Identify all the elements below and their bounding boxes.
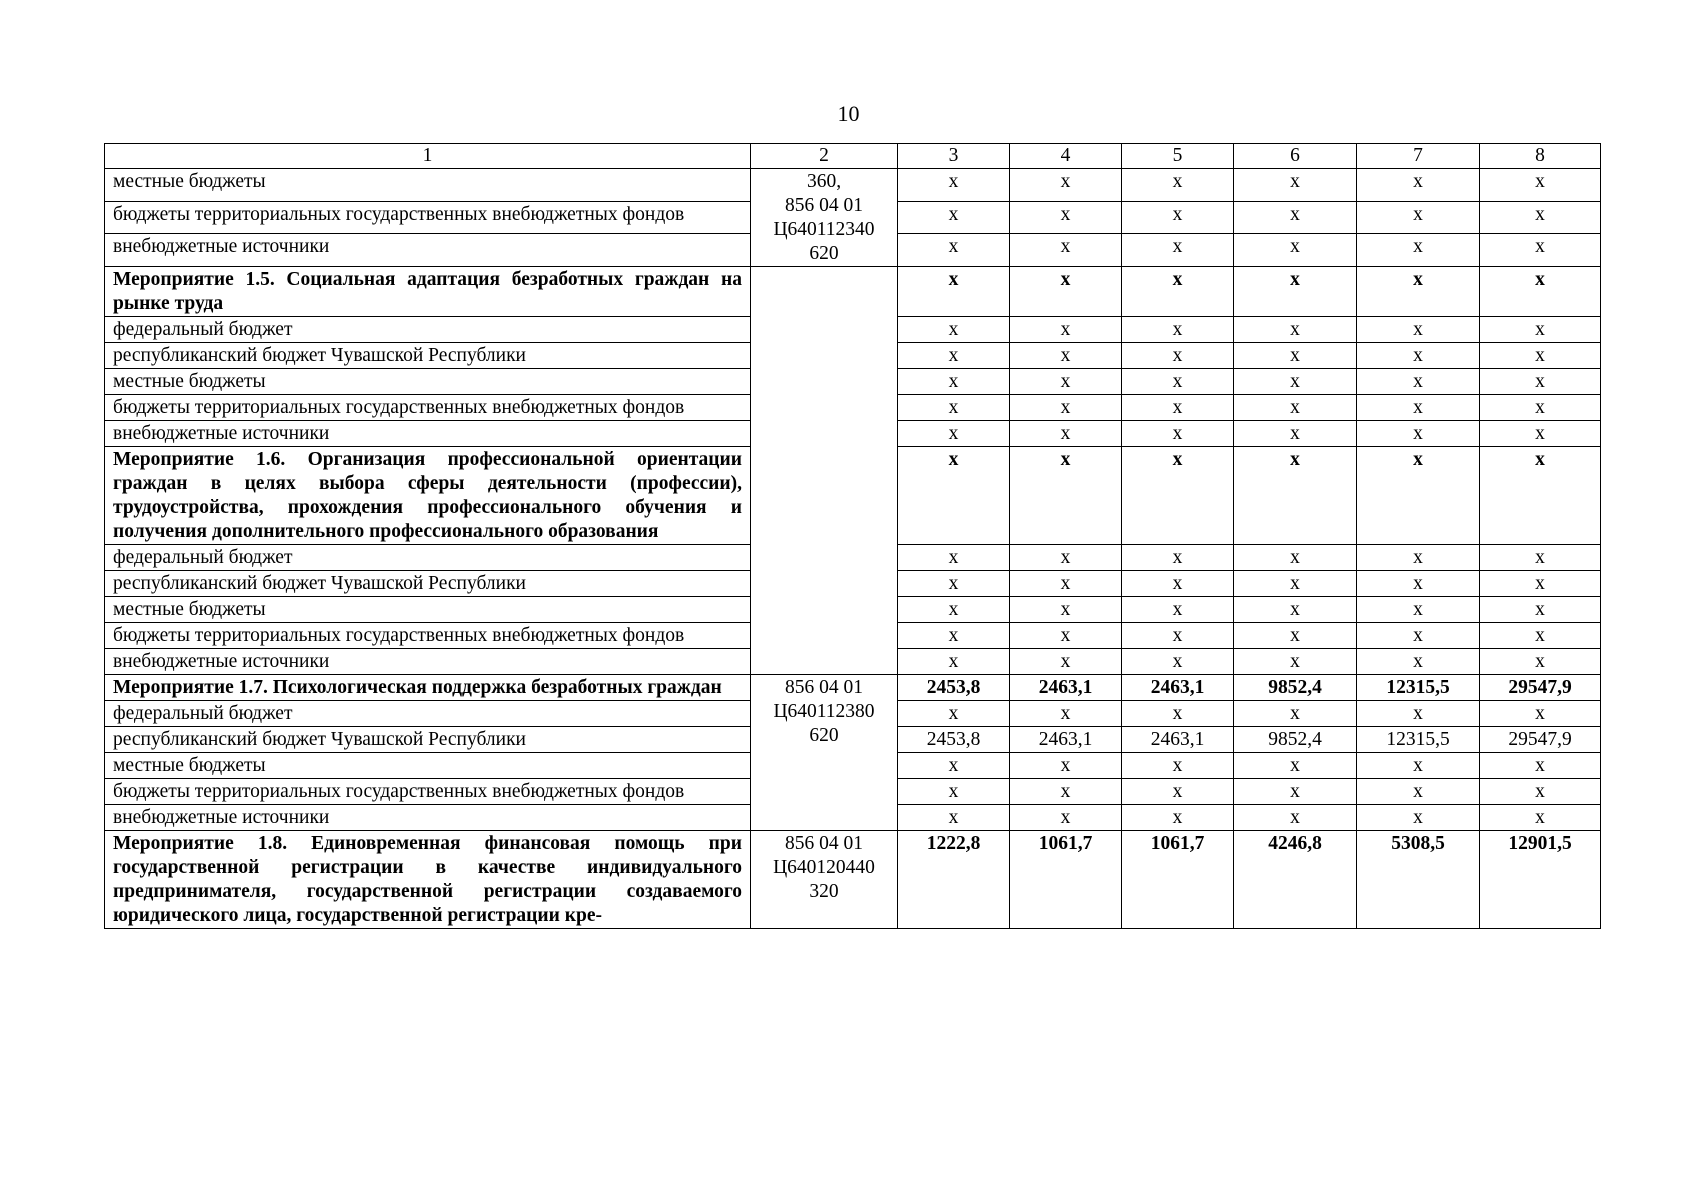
funding-source-label: федеральный бюджет bbox=[105, 317, 751, 343]
column-number: 5 bbox=[1122, 144, 1234, 169]
funding-source-label: местные бюджеты bbox=[105, 597, 751, 623]
value-cell: x bbox=[898, 317, 1010, 343]
value-cell: x bbox=[1480, 623, 1601, 649]
activity-title: Мероприятие 1.7. Психологическая поддержка безработных граждан bbox=[105, 675, 751, 701]
value-cell: x bbox=[898, 169, 1010, 202]
value-cell: x bbox=[1122, 597, 1234, 623]
value-cell: x bbox=[1234, 597, 1357, 623]
value-cell: x bbox=[1010, 395, 1122, 421]
value-cell: x bbox=[1357, 267, 1480, 317]
value-cell: x bbox=[1234, 234, 1357, 267]
value-cell: x bbox=[1357, 234, 1480, 267]
funding-source-label: федеральный бюджет bbox=[105, 545, 751, 571]
value-cell: x bbox=[1357, 369, 1480, 395]
value-cell: x bbox=[1357, 753, 1480, 779]
funding-source-label: местные бюджеты bbox=[105, 369, 751, 395]
value-cell: x bbox=[1357, 421, 1480, 447]
value-cell: x bbox=[1357, 649, 1480, 675]
column-number: 4 bbox=[1010, 144, 1122, 169]
funding-source-label: бюджеты территориальных государственных внебюджетных фондов bbox=[105, 395, 751, 421]
value-cell: x bbox=[898, 369, 1010, 395]
value-cell: x bbox=[1010, 343, 1122, 369]
value-cell: x bbox=[1480, 267, 1601, 317]
activity-title: Мероприятие 1.8. Единовременная финансовая помощь при государственной регистрации в качестве индивидуального предпринимателя, государственной регистрации создаваемого юридического лица, государственной регистрации кре- bbox=[105, 831, 751, 929]
funding-source-label: бюджеты территориальных государственных внебюджетных фондов bbox=[105, 201, 751, 234]
value-cell: x bbox=[1122, 571, 1234, 597]
value-cell: x bbox=[1010, 447, 1122, 545]
table-row bbox=[105, 169, 1601, 202]
funding-source-label: внебюджетные источники bbox=[105, 649, 751, 675]
value-cell: x bbox=[1010, 267, 1122, 317]
value-cell: x bbox=[1234, 369, 1357, 395]
value-cell: x bbox=[1122, 395, 1234, 421]
value-cell: x bbox=[1122, 169, 1234, 202]
value-cell: x bbox=[1480, 701, 1601, 727]
value-cell: x bbox=[1480, 805, 1601, 831]
value-cell: 9852,4 bbox=[1234, 675, 1357, 701]
value-cell: 12315,5 bbox=[1357, 727, 1480, 753]
value-cell: x bbox=[1357, 395, 1480, 421]
value-cell: x bbox=[898, 447, 1010, 545]
value-cell: x bbox=[1480, 169, 1601, 202]
value-cell: x bbox=[1357, 201, 1480, 234]
value-cell: x bbox=[1234, 421, 1357, 447]
value-cell: x bbox=[1010, 421, 1122, 447]
value-cell: 1222,8 bbox=[898, 831, 1010, 929]
value-cell: 2463,1 bbox=[1122, 727, 1234, 753]
budget-code-cell: 856 04 01 Ц640112380 620 bbox=[751, 675, 898, 831]
value-cell: x bbox=[1357, 701, 1480, 727]
budget-table bbox=[104, 143, 1601, 929]
value-cell: x bbox=[1480, 753, 1601, 779]
value-cell: x bbox=[1010, 201, 1122, 234]
column-number-row bbox=[105, 144, 1601, 169]
value-cell: x bbox=[1480, 545, 1601, 571]
value-cell: 12901,5 bbox=[1480, 831, 1601, 929]
value-cell: x bbox=[1357, 169, 1480, 202]
column-number: 6 bbox=[1234, 144, 1357, 169]
value-cell: x bbox=[1122, 447, 1234, 545]
value-cell: x bbox=[1122, 753, 1234, 779]
funding-source-label: федеральный бюджет bbox=[105, 701, 751, 727]
value-cell: x bbox=[1480, 447, 1601, 545]
column-number: 1 bbox=[105, 144, 751, 169]
value-cell: 2463,1 bbox=[1122, 675, 1234, 701]
value-cell: 29547,9 bbox=[1480, 675, 1601, 701]
value-cell: x bbox=[1122, 805, 1234, 831]
value-cell: x bbox=[898, 343, 1010, 369]
budget-code-cell: 360, 856 04 01 Ц640112340 620 bbox=[751, 169, 898, 267]
activity-title: Мероприятие 1.5. Социальная адаптация безработных граждан на рынке труда bbox=[105, 267, 751, 317]
value-cell: x bbox=[1480, 234, 1601, 267]
value-cell: 1061,7 bbox=[1010, 831, 1122, 929]
value-cell: x bbox=[1122, 779, 1234, 805]
value-cell: x bbox=[898, 753, 1010, 779]
value-cell: x bbox=[1480, 421, 1601, 447]
value-cell: x bbox=[898, 421, 1010, 447]
value-cell: 9852,4 bbox=[1234, 727, 1357, 753]
activity-title: Мероприятие 1.6. Организация профессиональной ориентации граждан в целях выбора сферы деятельности (профессии), трудоустройства, прохождения профессионального обучения и получения дополнительного профессионального образования bbox=[105, 447, 751, 545]
value-cell: x bbox=[1010, 545, 1122, 571]
column-number: 8 bbox=[1480, 144, 1601, 169]
funding-source-label: бюджеты территориальных государственных внебюджетных фондов bbox=[105, 779, 751, 805]
funding-source-label: республиканский бюджет Чувашской Республики bbox=[105, 343, 751, 369]
value-cell: x bbox=[1122, 369, 1234, 395]
value-cell: x bbox=[1010, 649, 1122, 675]
value-cell: x bbox=[1480, 369, 1601, 395]
value-cell: x bbox=[898, 395, 1010, 421]
funding-source-label: внебюджетные источники bbox=[105, 805, 751, 831]
value-cell: x bbox=[1234, 267, 1357, 317]
value-cell: x bbox=[1010, 597, 1122, 623]
value-cell: x bbox=[898, 545, 1010, 571]
value-cell: x bbox=[1122, 545, 1234, 571]
value-cell: 5308,5 bbox=[1357, 831, 1480, 929]
value-cell: x bbox=[1234, 805, 1357, 831]
value-cell: 12315,5 bbox=[1357, 675, 1480, 701]
funding-source-label: республиканский бюджет Чувашской Республики bbox=[105, 727, 751, 753]
value-cell: x bbox=[1010, 369, 1122, 395]
value-cell: x bbox=[1010, 805, 1122, 831]
value-cell: x bbox=[1234, 649, 1357, 675]
value-cell: x bbox=[898, 779, 1010, 805]
value-cell: x bbox=[1357, 447, 1480, 545]
value-cell: x bbox=[1234, 317, 1357, 343]
value-cell: x bbox=[1234, 343, 1357, 369]
value-cell: x bbox=[898, 267, 1010, 317]
value-cell: x bbox=[1010, 169, 1122, 202]
value-cell: x bbox=[1010, 753, 1122, 779]
value-cell: x bbox=[1480, 779, 1601, 805]
value-cell: x bbox=[898, 623, 1010, 649]
column-number: 3 bbox=[898, 144, 1010, 169]
value-cell: x bbox=[898, 234, 1010, 267]
value-cell: x bbox=[1234, 571, 1357, 597]
value-cell: x bbox=[898, 597, 1010, 623]
value-cell: x bbox=[898, 201, 1010, 234]
value-cell: x bbox=[1234, 753, 1357, 779]
budget-code-cell bbox=[751, 267, 898, 675]
value-cell: x bbox=[1122, 201, 1234, 234]
value-cell: 4246,8 bbox=[1234, 831, 1357, 929]
value-cell: x bbox=[1010, 623, 1122, 649]
value-cell: x bbox=[1234, 169, 1357, 202]
funding-source-label: бюджеты территориальных государственных внебюджетных фондов bbox=[105, 623, 751, 649]
value-cell: x bbox=[1480, 649, 1601, 675]
value-cell: x bbox=[1122, 343, 1234, 369]
value-cell: 2453,8 bbox=[898, 727, 1010, 753]
value-cell: x bbox=[1122, 421, 1234, 447]
value-cell: x bbox=[1480, 571, 1601, 597]
value-cell: x bbox=[1480, 317, 1601, 343]
value-cell: x bbox=[1234, 623, 1357, 649]
value-cell: x bbox=[1122, 649, 1234, 675]
value-cell: x bbox=[1234, 201, 1357, 234]
value-cell: 1061,7 bbox=[1122, 831, 1234, 929]
value-cell: x bbox=[1357, 343, 1480, 369]
value-cell: 2453,8 bbox=[898, 675, 1010, 701]
value-cell: x bbox=[1357, 779, 1480, 805]
value-cell: x bbox=[1234, 545, 1357, 571]
value-cell: x bbox=[898, 571, 1010, 597]
value-cell: x bbox=[1122, 623, 1234, 649]
value-cell: 29547,9 bbox=[1480, 727, 1601, 753]
value-cell: x bbox=[1480, 395, 1601, 421]
value-cell: x bbox=[898, 701, 1010, 727]
funding-source-label: внебюджетные источники bbox=[105, 421, 751, 447]
value-cell: x bbox=[1010, 234, 1122, 267]
funding-source-label: республиканский бюджет Чувашской Республики bbox=[105, 571, 751, 597]
table-row bbox=[105, 267, 1601, 317]
table-row bbox=[105, 675, 1601, 701]
value-cell: x bbox=[1357, 571, 1480, 597]
funding-source-label: внебюджетные источники bbox=[105, 234, 751, 267]
value-cell: x bbox=[1010, 571, 1122, 597]
column-number: 2 bbox=[751, 144, 898, 169]
value-cell: x bbox=[1234, 779, 1357, 805]
value-cell: x bbox=[1234, 395, 1357, 421]
value-cell: x bbox=[1122, 701, 1234, 727]
value-cell: 2463,1 bbox=[1010, 727, 1122, 753]
value-cell: x bbox=[1122, 317, 1234, 343]
value-cell: x bbox=[1357, 623, 1480, 649]
value-cell: x bbox=[1480, 597, 1601, 623]
value-cell: x bbox=[898, 649, 1010, 675]
funding-source-label: местные бюджеты bbox=[105, 753, 751, 779]
value-cell: x bbox=[898, 805, 1010, 831]
budget-code-cell: 856 04 01 Ц640120440 320 bbox=[751, 831, 898, 929]
value-cell: x bbox=[1480, 201, 1601, 234]
value-cell: x bbox=[1234, 701, 1357, 727]
value-cell: x bbox=[1357, 317, 1480, 343]
column-number: 7 bbox=[1357, 144, 1480, 169]
value-cell: x bbox=[1480, 343, 1601, 369]
value-cell: x bbox=[1357, 805, 1480, 831]
table-body bbox=[105, 144, 1601, 929]
value-cell: x bbox=[1010, 701, 1122, 727]
value-cell: x bbox=[1010, 779, 1122, 805]
value-cell: x bbox=[1010, 317, 1122, 343]
value-cell: x bbox=[1357, 597, 1480, 623]
value-cell: x bbox=[1122, 267, 1234, 317]
value-cell: x bbox=[1122, 234, 1234, 267]
table-row bbox=[105, 831, 1601, 929]
value-cell: x bbox=[1357, 545, 1480, 571]
value-cell: 2463,1 bbox=[1010, 675, 1122, 701]
value-cell: x bbox=[1234, 447, 1357, 545]
funding-source-label: местные бюджеты bbox=[105, 169, 751, 202]
page-number: 10 bbox=[837, 101, 860, 126]
